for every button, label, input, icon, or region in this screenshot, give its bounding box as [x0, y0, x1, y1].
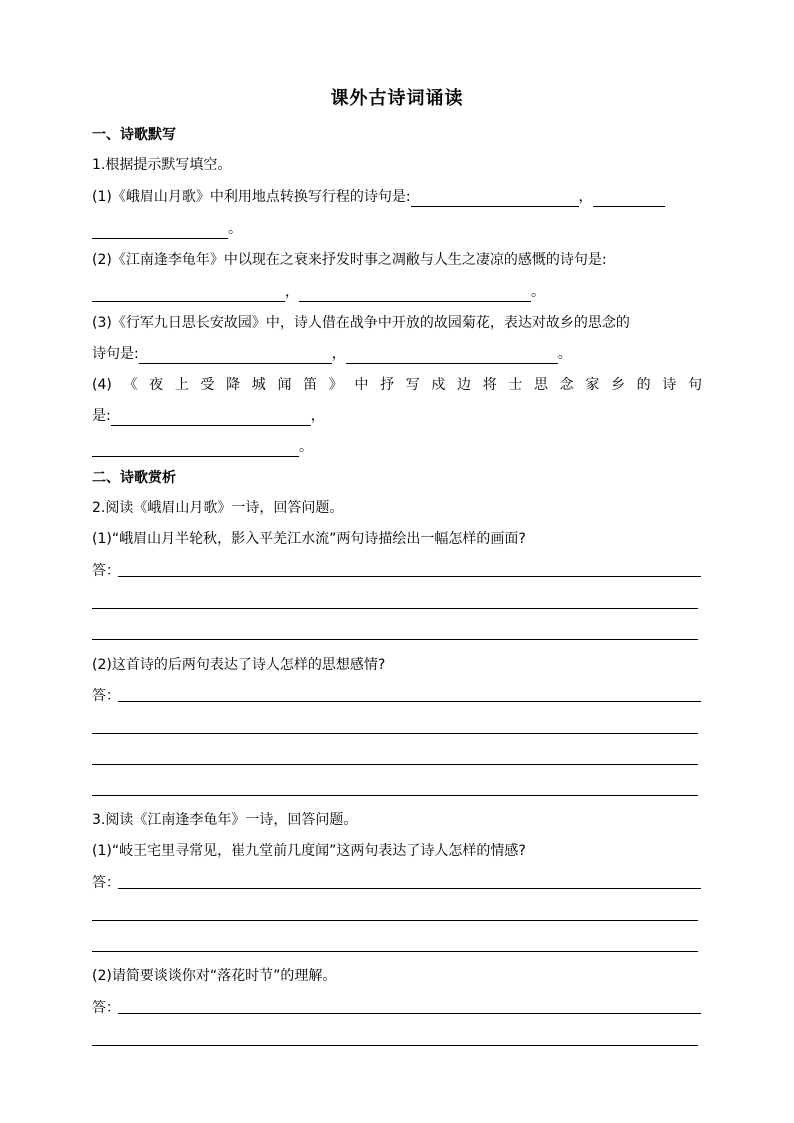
q1-4-char: 士 [508, 377, 523, 393]
answer-label: 答： [92, 688, 120, 704]
question-1-3: (3)《行军九日思长安故园》中，诗人借在战争中开放的故园菊花，表达对故乡的思念的 [92, 315, 630, 331]
answer-blank[interactable] [411, 191, 579, 207]
answer-line[interactable] [92, 764, 698, 765]
q1-4-char: 戍 [431, 377, 446, 393]
q1-4-char: 城 [251, 377, 266, 393]
q1-4-char: 》 [328, 377, 343, 393]
comma: ， [331, 346, 346, 362]
section-heading-dictation: 一、诗歌默写 [92, 127, 176, 143]
question-1-3-text: 诗句是: [92, 346, 139, 362]
period: 。 [531, 284, 545, 300]
answer-line[interactable] [92, 733, 698, 734]
page-title: 课外古诗词诵读 [330, 88, 464, 109]
question-1-4-text: 是: [92, 408, 111, 424]
q1-4-char: 闻 [277, 377, 292, 393]
answer-line[interactable] [118, 576, 701, 577]
answer-line[interactable] [118, 888, 701, 889]
question-2-1: (1)“峨眉山月半轮秋，影入平羌江水流”两句诗描绘出一幅怎样的画面? [92, 531, 526, 547]
answer-line[interactable] [92, 951, 698, 952]
answer-line[interactable] [92, 639, 698, 640]
answer-line[interactable] [92, 795, 698, 796]
section-heading-appreciation: 二、诗歌赏析 [92, 470, 176, 486]
comma: ， [285, 284, 299, 300]
question-1-intro: 1.根据提示默写填空。 [92, 157, 232, 173]
q1-4-char: 乡 [610, 377, 625, 393]
question-1-4-cont [92, 406, 325, 426]
comma: ， [310, 408, 325, 424]
q1-4-char: 写 [405, 377, 420, 393]
q1-4-char: 夜 [149, 377, 164, 393]
question-1-4 [92, 375, 702, 395]
answer-blank[interactable] [92, 441, 299, 457]
answer-blank[interactable] [111, 410, 311, 426]
answer-label: 答： [92, 875, 120, 891]
question-1-1 [92, 187, 665, 207]
answer-blank[interactable] [139, 348, 332, 364]
answer-blank[interactable] [346, 348, 558, 364]
question-1-1-cont [92, 219, 242, 239]
answer-blank[interactable] [299, 286, 531, 302]
q1-4-char: (4) [92, 377, 112, 393]
answer-blank[interactable] [92, 223, 228, 239]
q1-4-char: 诗 [662, 377, 677, 393]
q1-4-char: 思 [534, 377, 548, 393]
question-1-4-cont2 [92, 437, 313, 457]
q1-4-char: 上 [174, 377, 189, 393]
comma: ， [578, 189, 593, 205]
answer-line[interactable] [92, 920, 698, 921]
question-1-1-text: (1)《峨眉山月歌》中利用地点转换写行程的诗句是: [92, 189, 411, 205]
q1-4-char: 降 [226, 377, 241, 393]
answer-blank[interactable] [593, 191, 665, 207]
question-1-2: (2)《江南逢李龟年》中以现在之衰来抒发时事之凋敝与人生之凄凉的感慨的诗句是: [92, 252, 607, 268]
question-3-2: (2)请简要谈谈你对“落花时节”的理解。 [92, 968, 337, 984]
period: 。 [228, 221, 242, 237]
answer-line[interactable] [92, 608, 698, 609]
answer-line[interactable] [92, 1045, 698, 1046]
q1-4-char: 将 [482, 377, 497, 393]
period: 。 [299, 439, 313, 455]
q1-4-char: 句 [687, 377, 702, 393]
question-3-1: (1)“岐王宅里寻常见，崔九堂前几度闻”这两句表达了诗人怎样的情感? [92, 843, 526, 859]
q1-4-char: 边 [457, 377, 472, 393]
answer-line[interactable] [118, 701, 701, 702]
question-1-2-blanks [92, 282, 545, 302]
answer-line[interactable] [118, 1013, 701, 1014]
answer-blank[interactable] [92, 286, 285, 302]
period: 。 [557, 346, 572, 362]
q1-4-char: 受 [200, 377, 215, 393]
q1-4-char: 的 [636, 377, 651, 393]
answer-label: 答： [92, 563, 120, 579]
question-2-intro: 2.阅读《峨眉山月歌》一诗，回答问题。 [92, 500, 344, 516]
answer-label: 答： [92, 1000, 120, 1016]
q1-4-char: 笛 [303, 377, 318, 393]
question-3-intro: 3.阅读《江南逢李龟年》一诗，回答问题。 [92, 812, 358, 828]
q1-4-char: 中 [354, 377, 369, 393]
q1-4-char: 念 [559, 377, 574, 393]
q1-4-char: 抒 [380, 377, 395, 393]
q1-4-char: 家 [585, 377, 600, 393]
question-1-3-cont [92, 344, 572, 364]
q1-4-char: 《 [123, 377, 138, 393]
question-2-2: (2)这首诗的后两句表达了诗人怎样的思想感情? [92, 657, 386, 673]
